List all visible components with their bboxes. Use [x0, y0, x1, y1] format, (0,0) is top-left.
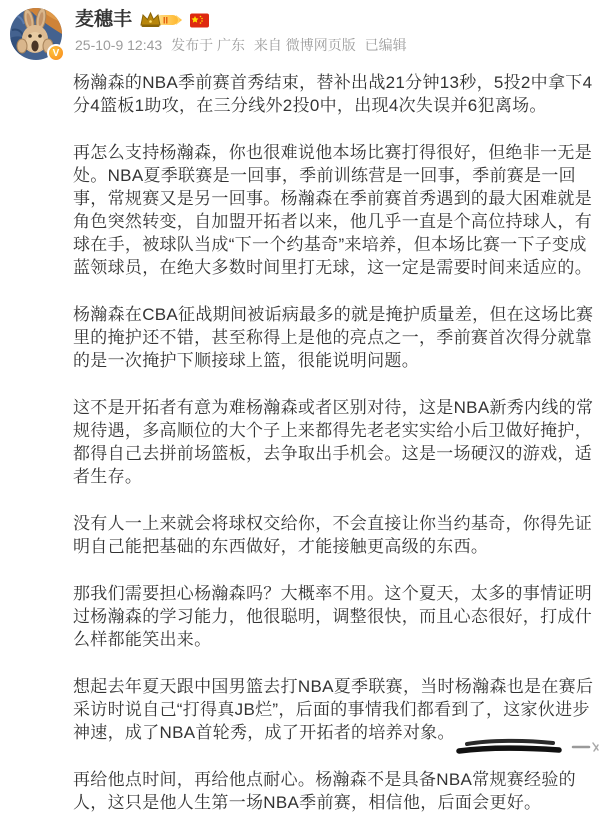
avatar[interactable] [10, 8, 62, 60]
publish-location: 发布于 广东 [171, 37, 245, 53]
paragraph-5: 没有人一上来就会将球权交给你，不会直接让你当约基奇，你得先证明自己能把基础的东西做好，才能接触更高级的东西。 [73, 514, 592, 556]
paragraph-1: 杨瀚森的NBA季前赛首秀结束，替补出战21分钟13秒，5投2中拿下4分4篮板1助攻，在三分线外2投0中，出现4次失误并6犯离场。 [73, 73, 593, 115]
paragraph-3: 杨瀚森在CBA征战期间被诟病最多的就是掩护质量差，但在这场比赛里的掩护还不错，甚至称得上是他的亮点之一，季前赛首次得分就靠的是一次掩护下顺接球上篮，很能说明问题。 [73, 305, 594, 370]
svg-text:II: II [163, 15, 169, 26]
china-flag-icon [190, 12, 209, 29]
username[interactable]: 麦穗丰 [75, 9, 133, 30]
paragraph-6: 那我们需要担心杨瀚森吗？大概率不用。这个夏天，太多的事情证明过杨瀚森的学习能力，他很聪明，调整很快，而且心态很好，打成什么样都能笑出来。 [73, 584, 592, 649]
post-meta [75, 36, 611, 54]
edited-label: 已编辑 [364, 37, 407, 53]
post-header [0, 0, 611, 62]
publish-source[interactable]: 来自 微博网页版 [253, 37, 356, 53]
post-content [73, 71, 595, 814]
paragraph-4: 这不是开拓者有意为难杨瀚森或者区别对待，这是NBA新秀内线的常规待遇，多高顺位的大个子上来都得先老老实实给小后卫做好掩护，都得自己去拼前场篮板，去争取出手机会。这是一场硬汉的游戏，适者生存。 [73, 398, 594, 486]
paragraph-8: 再给他点时间，再给他点耐心。杨瀚森不是具备NBA常规赛经验的人，这只是他人生第一场NBA季前赛，相信他，后面会更好。 [73, 770, 576, 812]
paragraph-2: 再怎么支持杨瀚森，你也很难说他本场比赛打得很好，但绝非一无是处。NBA夏季联赛是一回事，季前训练营是一回事，季前赛是一回事，常规赛又是另一回事。杨瀚森在季前赛首秀遇到的最大困难就是角色突然转变，自加盟开拓者以来，他几乎一直是个高位持球人，有球在手，被球队当成“下一个约基奇”来培养，但本场比赛一下子变成蓝领球员，在绝大多数时间里打无球，这一定是需要时间来适应的。 [73, 143, 592, 277]
member-crown-badge-icon[interactable] [139, 10, 183, 30]
header-text [75, 0, 611, 54]
redaction-scribble [455, 736, 607, 762]
paragraph-7: 想起去年夏天跟中国男篮去打NBA夏季联赛，当时杨瀚森也是在赛后采访时说自己“打得真JB烂”，后面的事情我们都看到了，这家伙进步神速，成了NBA首轮秀，成了开拓者的培养对象。 [73, 677, 594, 742]
timestamp: 25-10-9 12:43 [75, 37, 163, 53]
verified-badge-icon: V [47, 44, 65, 62]
